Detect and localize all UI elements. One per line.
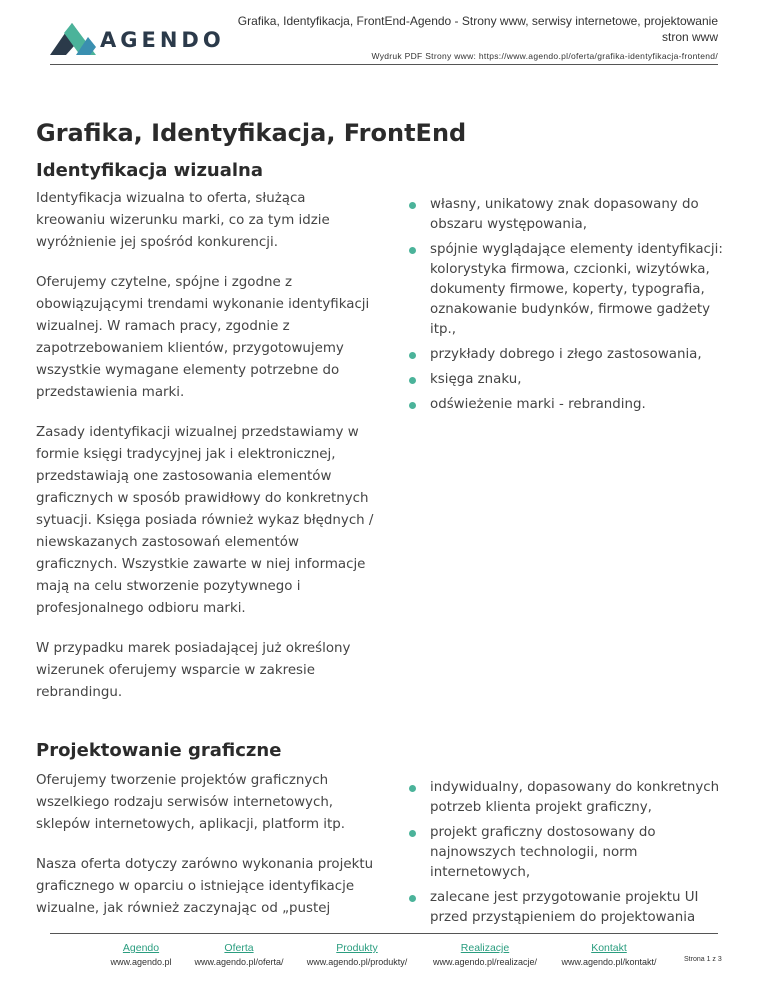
list-item: odświeżenie marki - rebranding. xyxy=(408,395,728,415)
footer-divider xyxy=(50,933,718,934)
list-item: projekt graficzny dostosowany do najnowszych technologii, norm internetowych, xyxy=(408,823,728,883)
page-title: Grafika, Identyfikacja, FrontEnd xyxy=(36,119,467,147)
list-item: własny, unikatowy znak dopasowany do obszaru występowania, xyxy=(408,195,728,235)
footer-link-produkty[interactable]: Produkty www.agendo.pl/produkty/ xyxy=(306,942,408,967)
section-1-bullets xyxy=(408,195,728,420)
bullet-icon xyxy=(409,377,416,384)
bullet-icon xyxy=(409,352,416,359)
paragraph: Nasza oferta dotyczy zarówno wykonania projektu graficznego w oparciu o istniejące identyfikacje wizualne, jak również zaczynając od „pustej xyxy=(36,857,374,916)
paragraph: Oferujemy tworzenie projektów graficznych wszelkiego rodzaju serwisów internetowych, sklepów internetowych, aplikacji, platform itp. xyxy=(36,773,346,832)
list-item: indywidualny, dopasowany do konkretnych potrzeb klienta projekt graficzny, xyxy=(408,778,728,818)
footer-link-realizacje[interactable]: Realizacje www.agendo.pl/realizacje/ xyxy=(432,942,538,967)
bullet-icon xyxy=(409,785,416,792)
bullet-icon xyxy=(409,830,416,837)
section-2-bullets xyxy=(408,778,728,933)
list-item: księga znaku, xyxy=(408,370,728,390)
list-item: przykłady dobrego i złego zastosowania, xyxy=(408,345,728,365)
page-number: Strona 1 z 3 xyxy=(684,956,722,963)
bullet-icon xyxy=(409,402,416,409)
paragraph: Oferujemy czytelne, spójne i zgodne z obowiązującymi trendami wykonanie identyfikacji wizualnej. W ramach pracy, zgodnie z zapotrzebowaniem klientów, przygotowujemy wszystkie wymagane elementy potrzebne do przedstawienia marki. xyxy=(36,275,370,400)
paragraph: Zasady identyfikacji wizualnej przedstawiamy w formie księgi tradycyjnej jak i elektronicznej, przedstawiają one zastosowania elementów graficznych w sposób prawidłowy do konkretnych sytuacji. Księga posiada również wykaz błędnych / niewskazanych zastosowań elementów graficznych. Wszystkie zawarte w niej informacje mają na celu stworzenie pozytywnego i profesjonalnego odbioru marki. xyxy=(36,425,374,616)
list-item: spójnie wyglądające elementy identyfikacji: kolorystyka firmowa, czcionki, wizytówka, dokumenty firmowe, koperty, typografia, oznakowanie budynków, firmowe gadżety itp., xyxy=(408,240,728,340)
section-heading-identyfikacja: Identyfikacja wizualna xyxy=(36,160,264,181)
paragraph: Identyfikacja wizualna to oferta, służąca kreowaniu wizerunku marki, co za tym idzie wyróżnienie jej spośród konkurencji. xyxy=(36,191,330,250)
list-item: zalecane jest przygotowanie projektu UI przed przystąpieniem do projektowania xyxy=(408,888,728,928)
header-divider xyxy=(50,64,718,65)
section-heading-projektowanie: Projektowanie graficzne xyxy=(36,740,282,761)
header-page-title: Grafika, Identyfikacja, FrontEnd-Agendo - Strony www, serwisy internetowe, projektowanie stron www xyxy=(237,14,718,44)
logo-wordmark: AGENDO xyxy=(100,28,225,52)
bullet-icon xyxy=(409,247,416,254)
section-2-text xyxy=(36,770,376,938)
paragraph: W przypadku marek posiadającej już określony wizerunek oferujemy wsparcie w zakresie rebrandingu. xyxy=(36,641,351,700)
footer-link-agendo[interactable]: Agendo www.agendo.pl xyxy=(110,942,172,967)
footer-link-oferta[interactable]: Oferta www.agendo.pl/oferta/ xyxy=(194,942,284,967)
header-print-note: Wydruk PDF Strony www: https://www.agendo.pl/oferta/grafika-identyfikacja-frontend/ xyxy=(371,51,718,61)
bullet-icon xyxy=(409,202,416,209)
bullet-icon xyxy=(409,895,416,902)
section-1-text xyxy=(36,188,376,722)
footer-link-kontakt[interactable]: Kontakt www.agendo.pl/kontakt/ xyxy=(561,942,657,967)
